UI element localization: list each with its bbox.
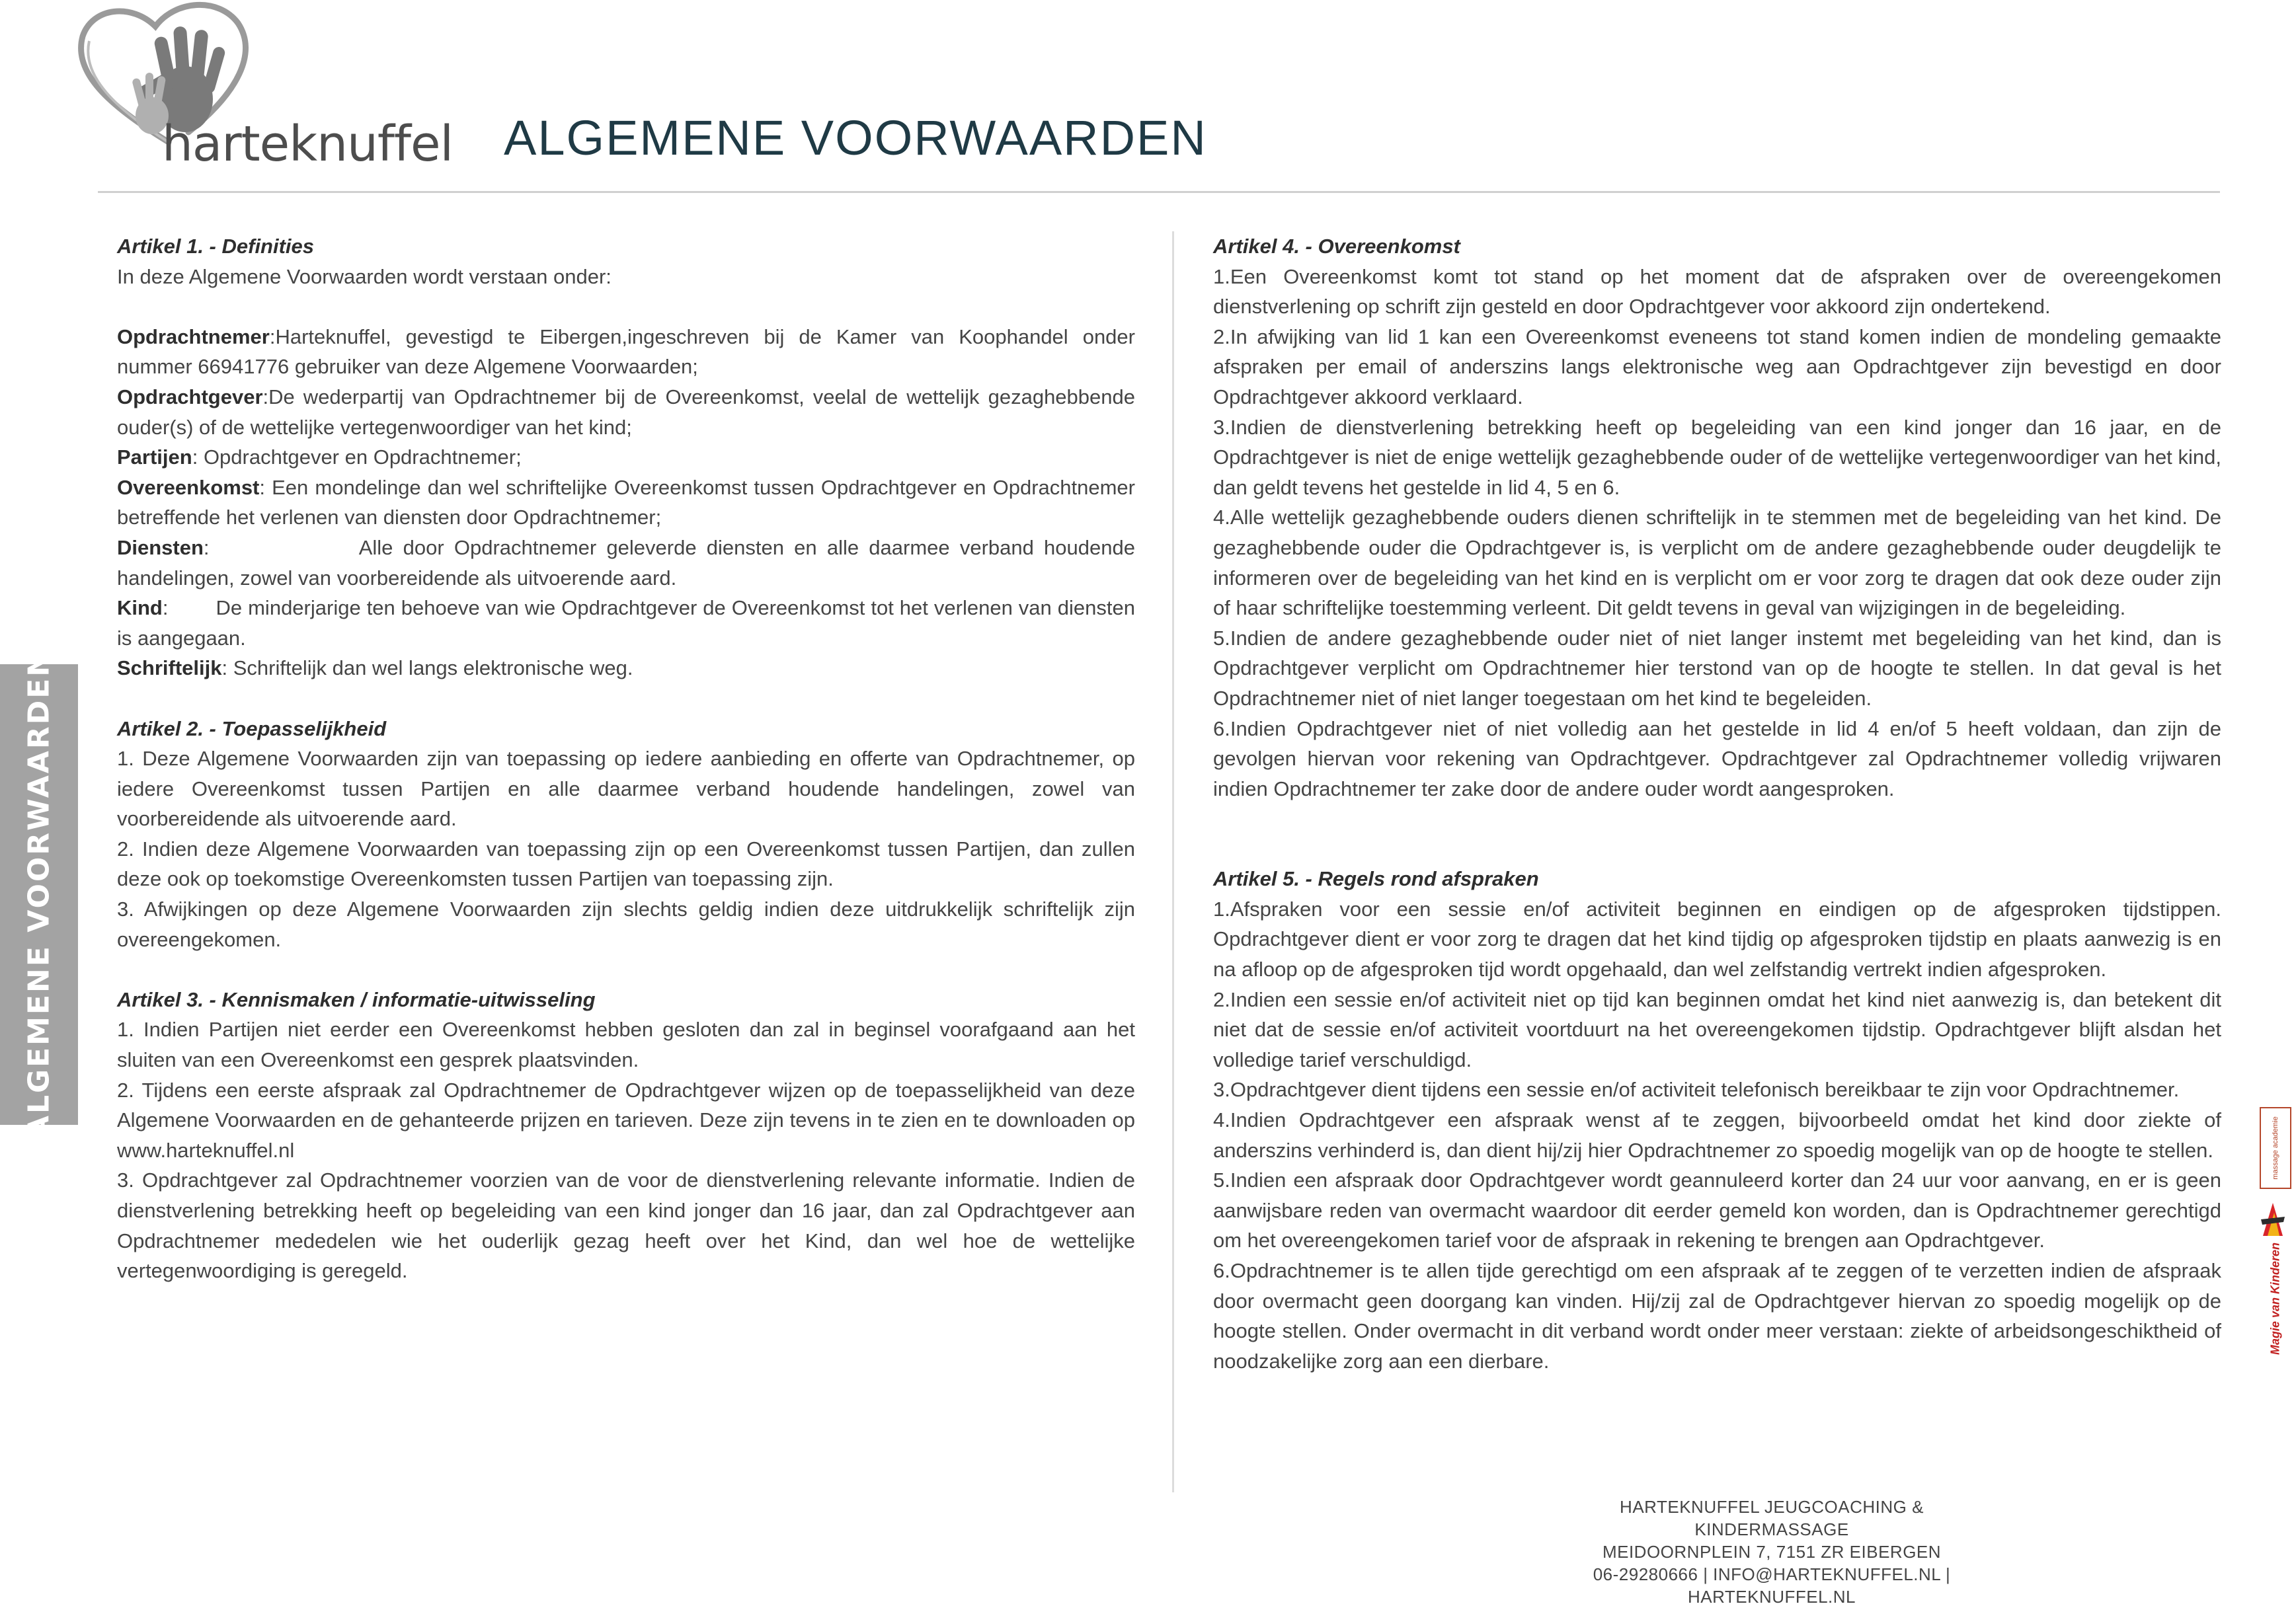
definition-term: Kind [117, 596, 163, 620]
footer [1540, 1496, 2003, 1608]
harteknuffel-logo [69, 0, 454, 172]
certification-badges [2254, 1100, 2294, 1358]
article-3-clause-1: 1. Indien Partijen niet eerder een Overeenkomst hebben gesloten dan zal in beginsel voorafgaand aan het sluiten van een Overeenkomst een gesprek plaatsvinden. [117, 1018, 1135, 1072]
article-4-clause-4: 4.Alle wettelijk gezaghebbende ouders dienen schriftelijk in te stemmen met de begeleiding van het kind. De gezaghebbende ouder die Opdrachtgever is, is verplicht om de andere gezaghebbende ouder deugdelijk te informeren over de begeleiding van het kind en is verplicht om er voor zorg te dragen dat ook deze ouder zijn of haar schriftelijke toestemming verleent. Dit geldt tevens in geval van wijzigingen in de begeleiding. [1213, 506, 2221, 620]
article-4-clause-6: 6.Indien Opdrachtgever niet of niet volledig aan het gestelde in lid 4 en/of 5 heeft voldaan, dan zijn de gevolgen hiervan voor rekening van Opdrachtgever. Opdrachtgever zal Opdrachtnemer volledig vrijwaren indien Opdrachtnemer ter zake door de andere ouder wordt aangesproken. [1213, 716, 2221, 800]
footer-company: HARTEKNUFFEL JEUGCOACHING & KINDERMASSAGE [1620, 1497, 1924, 1539]
definition-term: Partijen [117, 445, 192, 469]
side-tab-label: ALGEMENE VOORWAARDEN [22, 650, 56, 1139]
article-5-heading: Artikel 5. - Regels rond afspraken [1213, 867, 1539, 891]
footer-contact: 06-29280666 | INFO@HARTEKNUFFEL.NL | HARTEKNUFFEL.NL [1593, 1564, 1951, 1607]
definition-text: : Alle door Opdrachtnemer geleverde diensten en alle daarmee verband houdende handelingen, zowel van voorbereidende als uitvoerende aard. [117, 535, 1141, 590]
flame-logo-icon [2260, 1200, 2286, 1239]
definition-text: : Een mondelinge dan wel schriftelijke Overeenkomst tussen Opdrachtgever en Opdrachtnemer betreffende het verlenen van diensten door Opdrachtnemer; [117, 475, 1135, 529]
definition-kind [117, 593, 1141, 653]
logo-wordmark: harteknuffel [162, 116, 454, 172]
article-5-clause-4: 4.Indien Opdrachtgever een afspraak wenst af te zeggen, bijvoorbeeld omdat het kind door ziekte of anderszins verhinderd is, dan dient hij/zij hier Opdrachtnemer zo spoedig mogelijk van op de hoogte te stellen. [1213, 1108, 2221, 1162]
magie-van-kinderen-logo [2260, 1242, 2291, 1356]
article-2-clause-2: 2. Indien deze Algemene Voorwaarden van toepassing zijn op een Overeenkomst tussen Partijen, dan zullen deze ook op toekomstige Overeenkomsten tussen Partijen van toepassing zijn. [117, 837, 1135, 891]
definition-text: : De minderjarige ten behoeve van wie Opdrachtgever de Overeenkomst tot het verlenen van diensten is aangegaan. [117, 596, 1141, 650]
article-2-clause-3: 3. Afwijkingen op deze Algemene Voorwaarden zijn slechts geldig indien deze uitdrukkelijk schriftelijk zijn overeengekomen. [117, 898, 1135, 951]
massage-academie-logo [2260, 1107, 2291, 1189]
left-column [117, 231, 1141, 1286]
definition-opdrachtnemer [117, 322, 1135, 382]
right-column [1213, 231, 2221, 1376]
article-1-heading: Artikel 1. - Definities [117, 235, 315, 258]
article-2-clause-1: 1. Deze Algemene Voorwaarden zijn van toepassing op iedere aanbieding en offerte van Opdrachtnemer, op iedere Overeenkomst tussen Partijen en alle daarmee verband houdende handelingen, zowel van voorbereidende als uitvoerende aard. [117, 747, 1135, 831]
definition-opdrachtgever [117, 382, 1135, 442]
definition-text: :De wederpartij van Opdrachtnemer bij de Overeenkomst, veelal de wettelijk gezaghebbende ouder(s) of de wettelijke vertegenwoordiger van het kind; [117, 385, 1135, 439]
article-5-clause-5: 5.Indien een afspraak door Opdrachtgever wordt geannuleerd korter dan 24 uur voor aanvang, en er is geen aanwijsbare reden van overmacht waardoor dit eerder gemeld kon worden, dan is Opdrachtnemer gerechtigd om het overeengekomen tarief voor de afspraak in rekening te brengen aan Opdrachtgever. [1213, 1168, 2221, 1252]
article-4-clause-1: 1.Een Overeenkomst komt tot stand op het moment dat de afspraken over de overeengekomen dienstverlening op schrift zijn gesteld en door Opdrachtgever voor akkoord zijn ondertekend. [1213, 264, 2221, 319]
article-5-clause-2: 2.Indien een sessie en/of activiteit niet op tijd kan beginnen omdat het kind niet aanwezig is, dan betekent dit niet dat de sessie en/of activiteit voortduurt na het overeengekomen tijdstip. Opdrachtgever blijft alsdan het volledige tarief verschuldigd. [1213, 987, 2221, 1071]
article-5-clause-3: 3.Opdrachtgever dient tijdens een sessie en/of activiteit telefonisch bereikbaar te zijn voor Opdrachtnemer. [1213, 1078, 2180, 1102]
article-2-heading: Artikel 2. - Toepasselijkheid [117, 716, 387, 740]
article-4-heading: Artikel 4. - Overeenkomst [1213, 235, 1460, 258]
badge-label: Magie van Kinderen [2268, 1242, 2282, 1356]
footer-address: MEIDOORNPLEIN 7, 7151 ZR EIBERGEN [1602, 1542, 1942, 1562]
article-3-clause-3: 3. Opdrachtgever zal Opdrachtnemer voorzien van de voor de dienstverlening relevante informatie. Indien de dienstverlening betrekking heeft op begeleiding van een kind jonger dan 16 jaar, dan zal Opdrachtgever aan Opdrachtnemer mededelen wie het ouderlijk gezag heeft over het Kind, dan wel hoe de wettelijke vertegenwoordiging is geregeld. [117, 1168, 1135, 1283]
article-5-clause-6: 6.Opdrachtnemer is te allen tijde gerechtigd om een afspraak af te zeggen of te verzetten indien de afspraak door overmacht geen doorgang kan vinden. Hij/zij zal de Opdrachtgever hiervan zo spoedig mogelijk op de hoogte stellen. Onder overmacht in dit verband wordt onder meer verstaan: ziekte of arbeidsongeschiktheid of noodzakelijke zorg aan een dierbare. [1213, 1259, 2221, 1373]
definition-term: Schriftelijk [117, 656, 222, 680]
definition-text: : Schriftelijk dan wel langs elektronische weg. [221, 656, 633, 680]
definition-term: Opdrachtnemer [117, 325, 270, 348]
page-title: ALGEMENE VOORWAARDEN [504, 110, 1207, 165]
article-4-clause-5: 5.Indien de andere gezaghebbende ouder niet of niet langer instemt met begeleiding van het kind, dan is Opdrachtgever verplicht om Opdrachtnemer hier terstond van op de hoogte te stellen. In dat geval is het Opdrachtnemer niet of niet langer toegestaan om het kind te begeleiden. [1213, 626, 2221, 710]
badge-label: massage academie [2272, 1116, 2279, 1180]
column-divider [1172, 231, 1174, 1492]
definition-text: :Harteknuffel, gevestigd te Eibergen,ingeschreven bij de Kamer van Koophandel onder nummer 66941776 gebruiker van deze Algemene Voorwaarden; [117, 325, 1135, 379]
article-3-clause-2: 2. Tijdens een eerste afspraak zal Opdrachtnemer de Opdrachtgever wijzen op de toepasselijkheid van deze Algemene Voorwaarden en de gehanteerde prijzen en tarieven. Deze zijn tevens in te zien en te downloaden op www.harteknuffel.nl [117, 1078, 1135, 1162]
definition-diensten [117, 533, 1141, 593]
definition-term: Overeenkomst [117, 475, 260, 499]
header-divider [98, 191, 2220, 193]
definition-text: : Opdrachtgever en Opdrachtnemer; [192, 445, 522, 469]
definition-partijen [117, 442, 1135, 473]
definition-schriftelijk [117, 653, 1135, 683]
article-4-clause-2: 2.In afwijking van lid 1 kan een Overeenkomst eveneens tot stand komen indien de mondeling gemaakte afspraken per email of anderszins langs elektronische weg aan Opdrachtgever zijn bevestigd en door Opdrachtgever akkoord verklaard. [1213, 325, 2221, 408]
definition-term: Opdrachtgever [117, 385, 263, 408]
article-1-intro: In deze Algemene Voorwaarden wordt verstaan onder: [117, 264, 612, 288]
definition-overeenkomst [117, 473, 1135, 533]
side-tab [0, 650, 78, 1139]
definition-term: Diensten [117, 535, 204, 559]
article-5-clause-1: 1.Afspraken voor een sessie en/of activiteit beginnen en eindigen op de afgesproken tijdstippen. Opdrachtgever dient er voor zorg te dragen dat het kind tijdig op afgesproken tijdstip en plaats aanwezig is en na afloop op de afgesproken tijd wordt opgehaald, dan wel zelfstandig vertrekt indien afgesproken. [1213, 897, 2221, 981]
article-3-heading: Artikel 3. - Kennismaken / informatie-uitwisseling [117, 987, 596, 1011]
article-4-clause-3: 3.Indien de dienstverlening betrekking heeft op begeleiding van een kind jonger dan 16 jaar, en de Opdrachtgever is niet de enige wettelijk gezaghebbende ouder of de wettelijke vertegenwoordiger van het kind, dan geldt tevens het gestelde in lid 4, 5 en 6. [1213, 415, 2221, 499]
